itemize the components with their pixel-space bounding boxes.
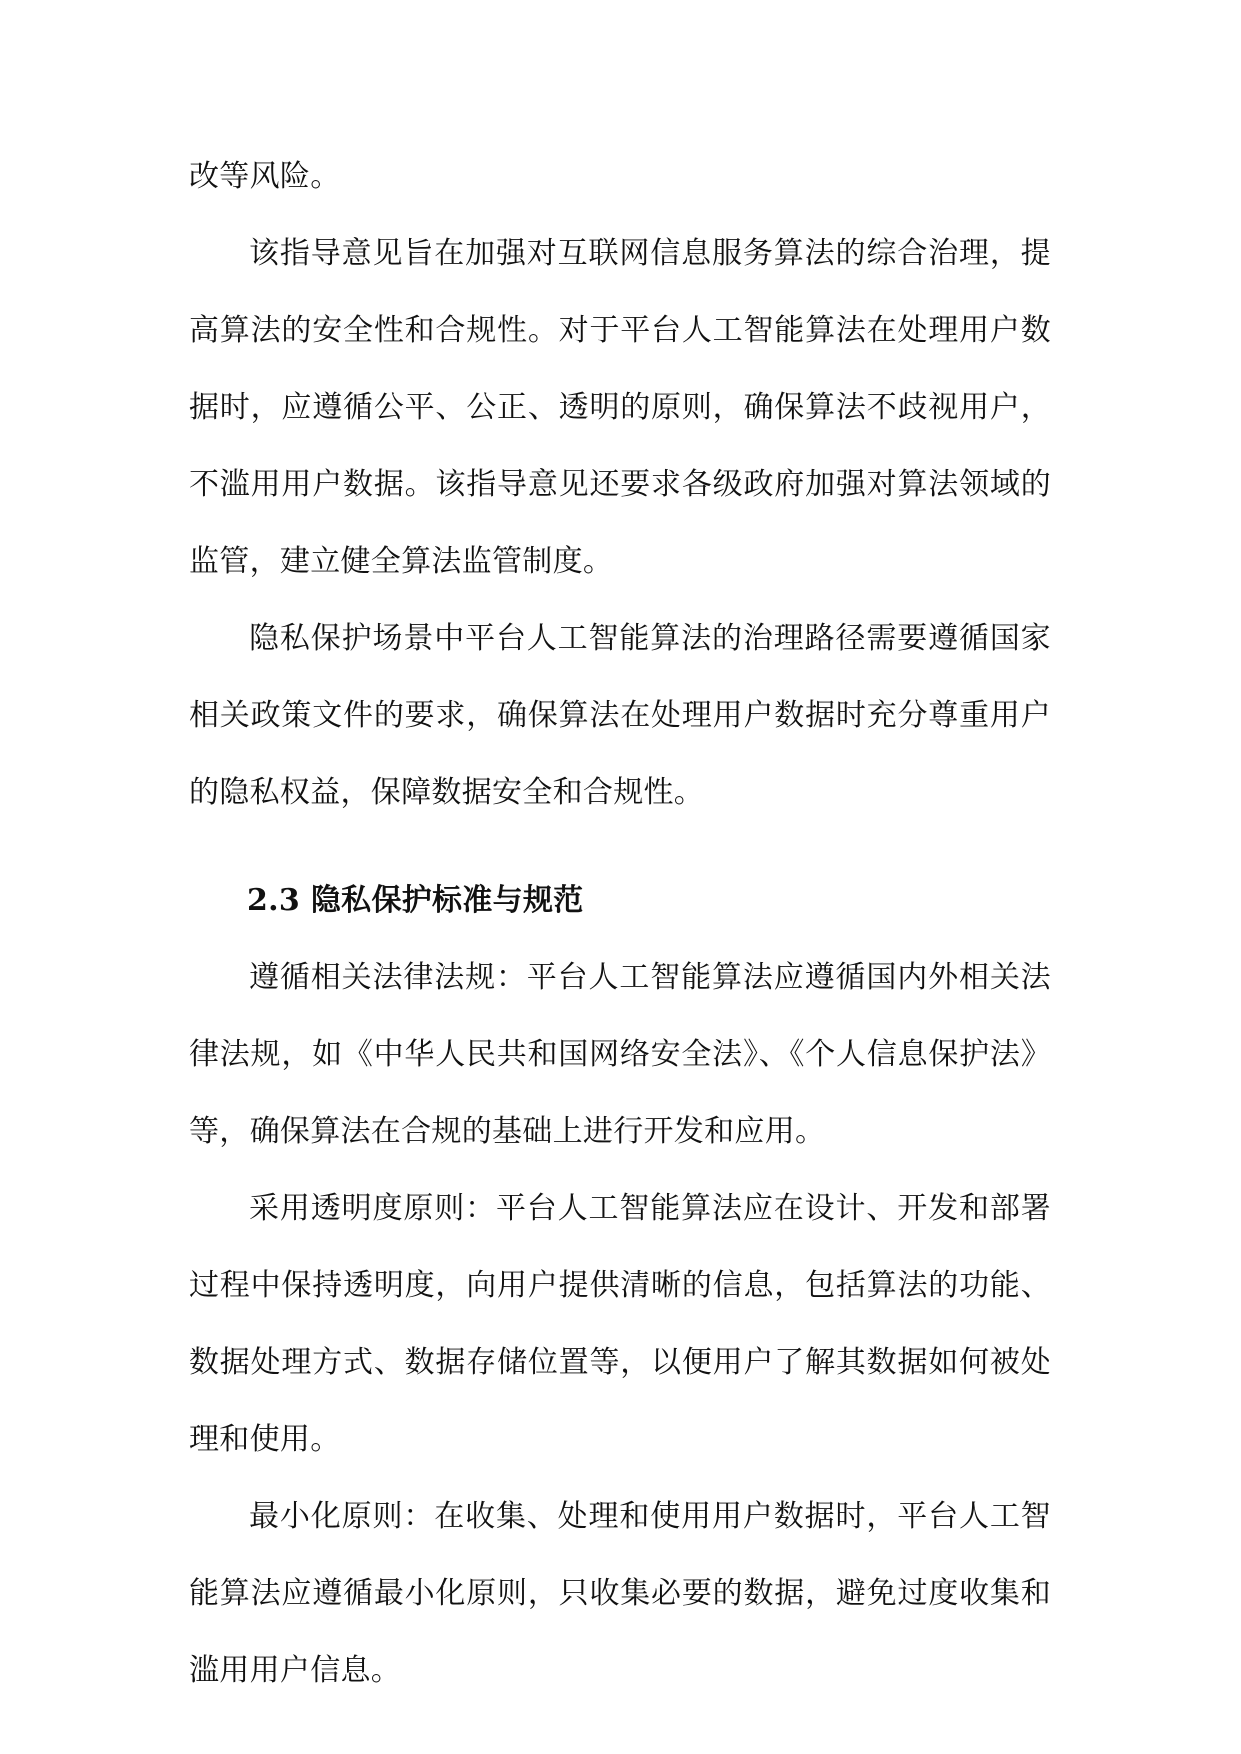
paragraph-guideline-purpose: 该指导意见旨在加强对互联网信息服务算法的综合治理，提高算法的安全性和合规性。对于平台人工智能算法在处理用户数据时，应遵循公平、公正、透明的原则，确保算法不歧视用户，不滥用用户数据。该指导意见还要求各级政府加强对算法领域的监管，建立健全算法监管制度。 <box>189 236 1051 579</box>
section-title: 隐私保护标准与规范 <box>310 883 584 918</box>
paragraph-governance-path: 隐私保护场景中平台人工智能算法的治理路径需要遵循国家相关政策文件的要求，确保算法在处理用户数据时充分尊重用户的隐私权益，保障数据安全和合规性。 <box>189 621 1051 810</box>
paragraph-transparency-principle: 采用透明度原则：平台人工智能算法应在设计、开发和部署过程中保持透明度，向用户提供清晰的信息，包括算法的功能、数据处理方式、数据存储位置等，以便用户了解其数据如何被处理和使用。 <box>189 1191 1051 1457</box>
document-page <box>189 138 1051 1709</box>
paragraph-continuation: 改等风险。 <box>189 159 341 194</box>
paragraph-laws-compliance: 遵循相关法律法规：平台人工智能算法应遵循国内外相关法律法规，如《中华人民共和国网络安全法》、《个人信息保护法》等，确保算法在合规的基础上进行开发和应用。 <box>189 960 1051 1149</box>
section-number: 2.3 <box>247 883 301 918</box>
section-heading <box>189 862 1051 939</box>
paragraph-minimization-principle: 最小化原则：在收集、处理和使用用户数据时，平台人工智能算法应遵循最小化原则，只收集必要的数据，避免过度收集和滥用用户信息。 <box>189 1499 1051 1688</box>
